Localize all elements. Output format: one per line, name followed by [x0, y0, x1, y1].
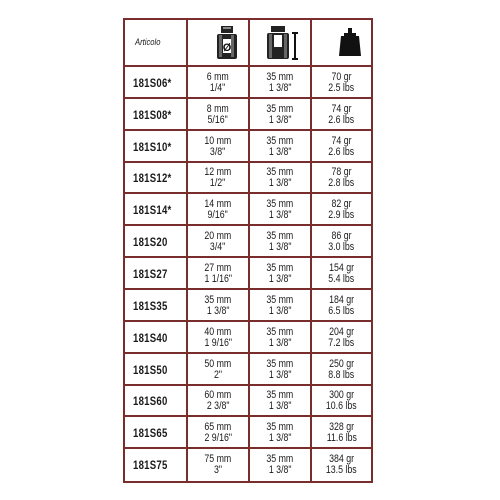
- size-cell: [188, 354, 248, 386]
- weight-cell: [312, 226, 371, 258]
- weight-cell: [312, 99, 371, 131]
- socket-bore-icon: [215, 25, 241, 61]
- table-row: [125, 352, 371, 386]
- weight-cell-metric: 74 gr: [331, 134, 352, 147]
- table-row: [125, 256, 371, 290]
- length-cell-metric: 35 mm: [266, 198, 294, 211]
- size-cell-imperial: 3": [213, 464, 223, 477]
- length-cell: [250, 417, 310, 449]
- weight-cell: [312, 290, 371, 322]
- length-cell-metric: 35 mm: [266, 325, 294, 338]
- length-cell-imperial: 1 3/8": [268, 432, 292, 445]
- weight-cell-metric: 184 gr: [329, 293, 354, 306]
- length-cell-imperial: 1 3/8": [268, 113, 292, 126]
- weight-cell: [312, 258, 371, 290]
- length-cell-metric: 35 mm: [266, 166, 294, 179]
- length-cell: [250, 163, 310, 195]
- length-cell-metric: 35 mm: [266, 389, 294, 402]
- article-column-header: Articolo: [135, 37, 161, 47]
- weight-cell-metric: 78 gr: [331, 166, 352, 179]
- table-row: [125, 129, 371, 163]
- size-cell-metric: 27 mm: [204, 262, 232, 275]
- article-code: 181S27: [133, 267, 168, 282]
- size-cell-imperial: 5/16": [207, 113, 229, 126]
- weight-cell-metric: 384 gr: [329, 453, 354, 466]
- weight-cell-metric: 300 gr: [329, 389, 354, 402]
- size-cell-imperial: 1 1/16": [204, 273, 232, 286]
- length-cell-metric: 35 mm: [266, 293, 294, 306]
- weight-cell-metric: 70 gr: [331, 70, 352, 83]
- size-cell-metric: 20 mm: [204, 230, 232, 243]
- weight-cell: [312, 354, 371, 386]
- article-code: 181S60: [133, 394, 168, 409]
- size-cell-imperial: 1/2": [210, 177, 226, 190]
- weight-cell: [312, 386, 371, 418]
- weight-cell-imperial: 7.2 lbs: [328, 336, 355, 349]
- weight-cell-metric: 154 gr: [329, 262, 354, 275]
- weight-cell-metric: 82 gr: [331, 198, 352, 211]
- table-row: [125, 65, 371, 99]
- length-cell-imperial: 1 3/8": [268, 81, 292, 94]
- size-cell-imperial: 3/4": [210, 241, 226, 254]
- length-cell: [250, 354, 310, 386]
- weight-cell-imperial: 11.6 lbs: [326, 432, 357, 445]
- weight-cell-metric: 86 gr: [331, 230, 352, 243]
- size-cell-imperial: 3/8": [210, 145, 226, 158]
- weight-cell-imperial: 2.5 lbs: [328, 81, 355, 94]
- article-code: 181S65: [133, 426, 168, 441]
- size-cell: [188, 322, 248, 354]
- length-cell-metric: 35 mm: [266, 262, 294, 275]
- size-cell: [188, 67, 248, 99]
- weight-icon: [337, 28, 363, 58]
- size-cell-imperial: 9/16": [207, 209, 229, 222]
- weight-cell-imperial: 2.9 lbs: [328, 209, 355, 222]
- length-cell: [250, 386, 310, 418]
- weight-cell: [312, 194, 371, 226]
- weight-cell-metric: 328 gr: [329, 421, 354, 434]
- length-cell: [250, 67, 310, 99]
- size-cell-imperial: 2 9/16": [204, 432, 232, 445]
- weight-cell-metric: 204 gr: [329, 325, 354, 338]
- size-cell: [188, 290, 248, 322]
- weight-cell-metric: 74 gr: [331, 102, 352, 115]
- length-cell-metric: 35 mm: [266, 453, 294, 466]
- size-cell: [188, 258, 248, 290]
- length-cell-metric: 35 mm: [266, 134, 294, 147]
- length-cell: [250, 131, 310, 163]
- table-row: [125, 384, 371, 418]
- length-cell-imperial: 1 3/8": [268, 273, 292, 286]
- size-cell: [188, 386, 248, 418]
- length-cell-imperial: 1 3/8": [268, 304, 292, 317]
- size-cell: [188, 417, 248, 449]
- article-code: 181S40: [133, 330, 168, 345]
- table-row: [125, 320, 371, 354]
- table-row: [125, 192, 371, 226]
- weight-cell-imperial: 2.6 lbs: [328, 145, 355, 158]
- spec-table: [123, 18, 373, 483]
- size-cell-metric: 50 mm: [204, 357, 232, 370]
- length-cell-imperial: 1 3/8": [268, 241, 292, 254]
- length-cell: [250, 226, 310, 258]
- weight-cell-imperial: 10.6 lbs: [326, 400, 357, 413]
- length-cell-imperial: 1 3/8": [268, 177, 292, 190]
- article-code: 181S20: [133, 235, 168, 250]
- size-cell: [188, 163, 248, 195]
- weight-cell: [312, 67, 371, 99]
- length-cell-imperial: 1 3/8": [268, 400, 292, 413]
- length-cell: [250, 449, 310, 481]
- weight-cell: [312, 163, 371, 195]
- length-cell: [250, 322, 310, 354]
- article-code: 181S10*: [133, 139, 172, 154]
- weight-cell-imperial: 6.5 lbs: [328, 304, 355, 317]
- size-cell-imperial: 1 3/8": [206, 304, 230, 317]
- length-cell: [250, 290, 310, 322]
- size-cell-imperial: 1 9/16": [204, 336, 232, 349]
- size-cell: [188, 99, 248, 131]
- weight-cell-imperial: 5.4 lbs: [328, 273, 355, 286]
- table-row: [125, 288, 371, 322]
- table-row: [125, 97, 371, 131]
- article-code: 181S06*: [133, 75, 172, 90]
- size-cell-imperial: 2": [213, 368, 223, 381]
- article-code: 181S50: [133, 362, 168, 377]
- length-cell-imperial: 1 3/8": [268, 209, 292, 222]
- length-cell-metric: 35 mm: [266, 230, 294, 243]
- size-cell-imperial: 2 3/8": [206, 400, 230, 413]
- size-cell-metric: 8 mm: [207, 102, 229, 115]
- size-cell-metric: 60 mm: [204, 389, 232, 402]
- length-cell-metric: 35 mm: [266, 357, 294, 370]
- size-cell: [188, 194, 248, 226]
- length-cell-imperial: 1 3/8": [268, 145, 292, 158]
- weight-cell-imperial: 8.8 lbs: [328, 368, 355, 381]
- length-cell: [250, 99, 310, 131]
- weight-cell-imperial: 13.5 lbs: [326, 464, 357, 477]
- weight-cell-metric: 250 gr: [329, 357, 354, 370]
- weight-cell-imperial: 2.6 lbs: [328, 113, 355, 126]
- size-cell: [188, 226, 248, 258]
- weight-cell: [312, 131, 371, 163]
- weight-cell-imperial: 3.0 lbs: [328, 241, 355, 254]
- table-row: [125, 224, 371, 258]
- size-cell: [188, 449, 248, 481]
- length-cell-imperial: 1 3/8": [268, 336, 292, 349]
- size-cell-metric: 65 mm: [204, 421, 232, 434]
- length-cell-metric: 35 mm: [266, 70, 294, 83]
- size-cell-metric: 14 mm: [204, 198, 232, 211]
- length-cell-metric: 35 mm: [266, 102, 294, 115]
- weight-cell: [312, 449, 371, 481]
- weight-cell: [312, 417, 371, 449]
- length-cell-imperial: 1 3/8": [268, 464, 292, 477]
- size-cell-metric: 12 mm: [204, 166, 232, 179]
- weight-cell: [312, 322, 371, 354]
- size-cell-metric: 10 mm: [204, 134, 232, 147]
- size-cell-imperial: 1/4": [210, 81, 226, 94]
- socket-length-icon: [265, 25, 301, 61]
- article-code: 181S75: [133, 458, 168, 473]
- table-row: [125, 447, 371, 481]
- length-cell: [250, 258, 310, 290]
- weight-cell-imperial: 2.8 lbs: [328, 177, 355, 190]
- size-cell-metric: 75 mm: [204, 453, 232, 466]
- article-code: 181S35: [133, 298, 168, 313]
- table-row: [125, 161, 371, 195]
- size-cell-metric: 35 mm: [204, 293, 232, 306]
- article-code: 181S14*: [133, 203, 172, 218]
- article-code: 181S12*: [133, 171, 172, 186]
- length-cell-imperial: 1 3/8": [268, 368, 292, 381]
- bore-symbol: Ø: [222, 42, 232, 54]
- article-code: 181S08*: [133, 107, 172, 122]
- size-cell-metric: 6 mm: [207, 70, 229, 83]
- size-cell-metric: 40 mm: [204, 325, 232, 338]
- length-cell-metric: 35 mm: [266, 421, 294, 434]
- size-cell: [188, 131, 248, 163]
- length-cell: [250, 194, 310, 226]
- table-row: [125, 415, 371, 449]
